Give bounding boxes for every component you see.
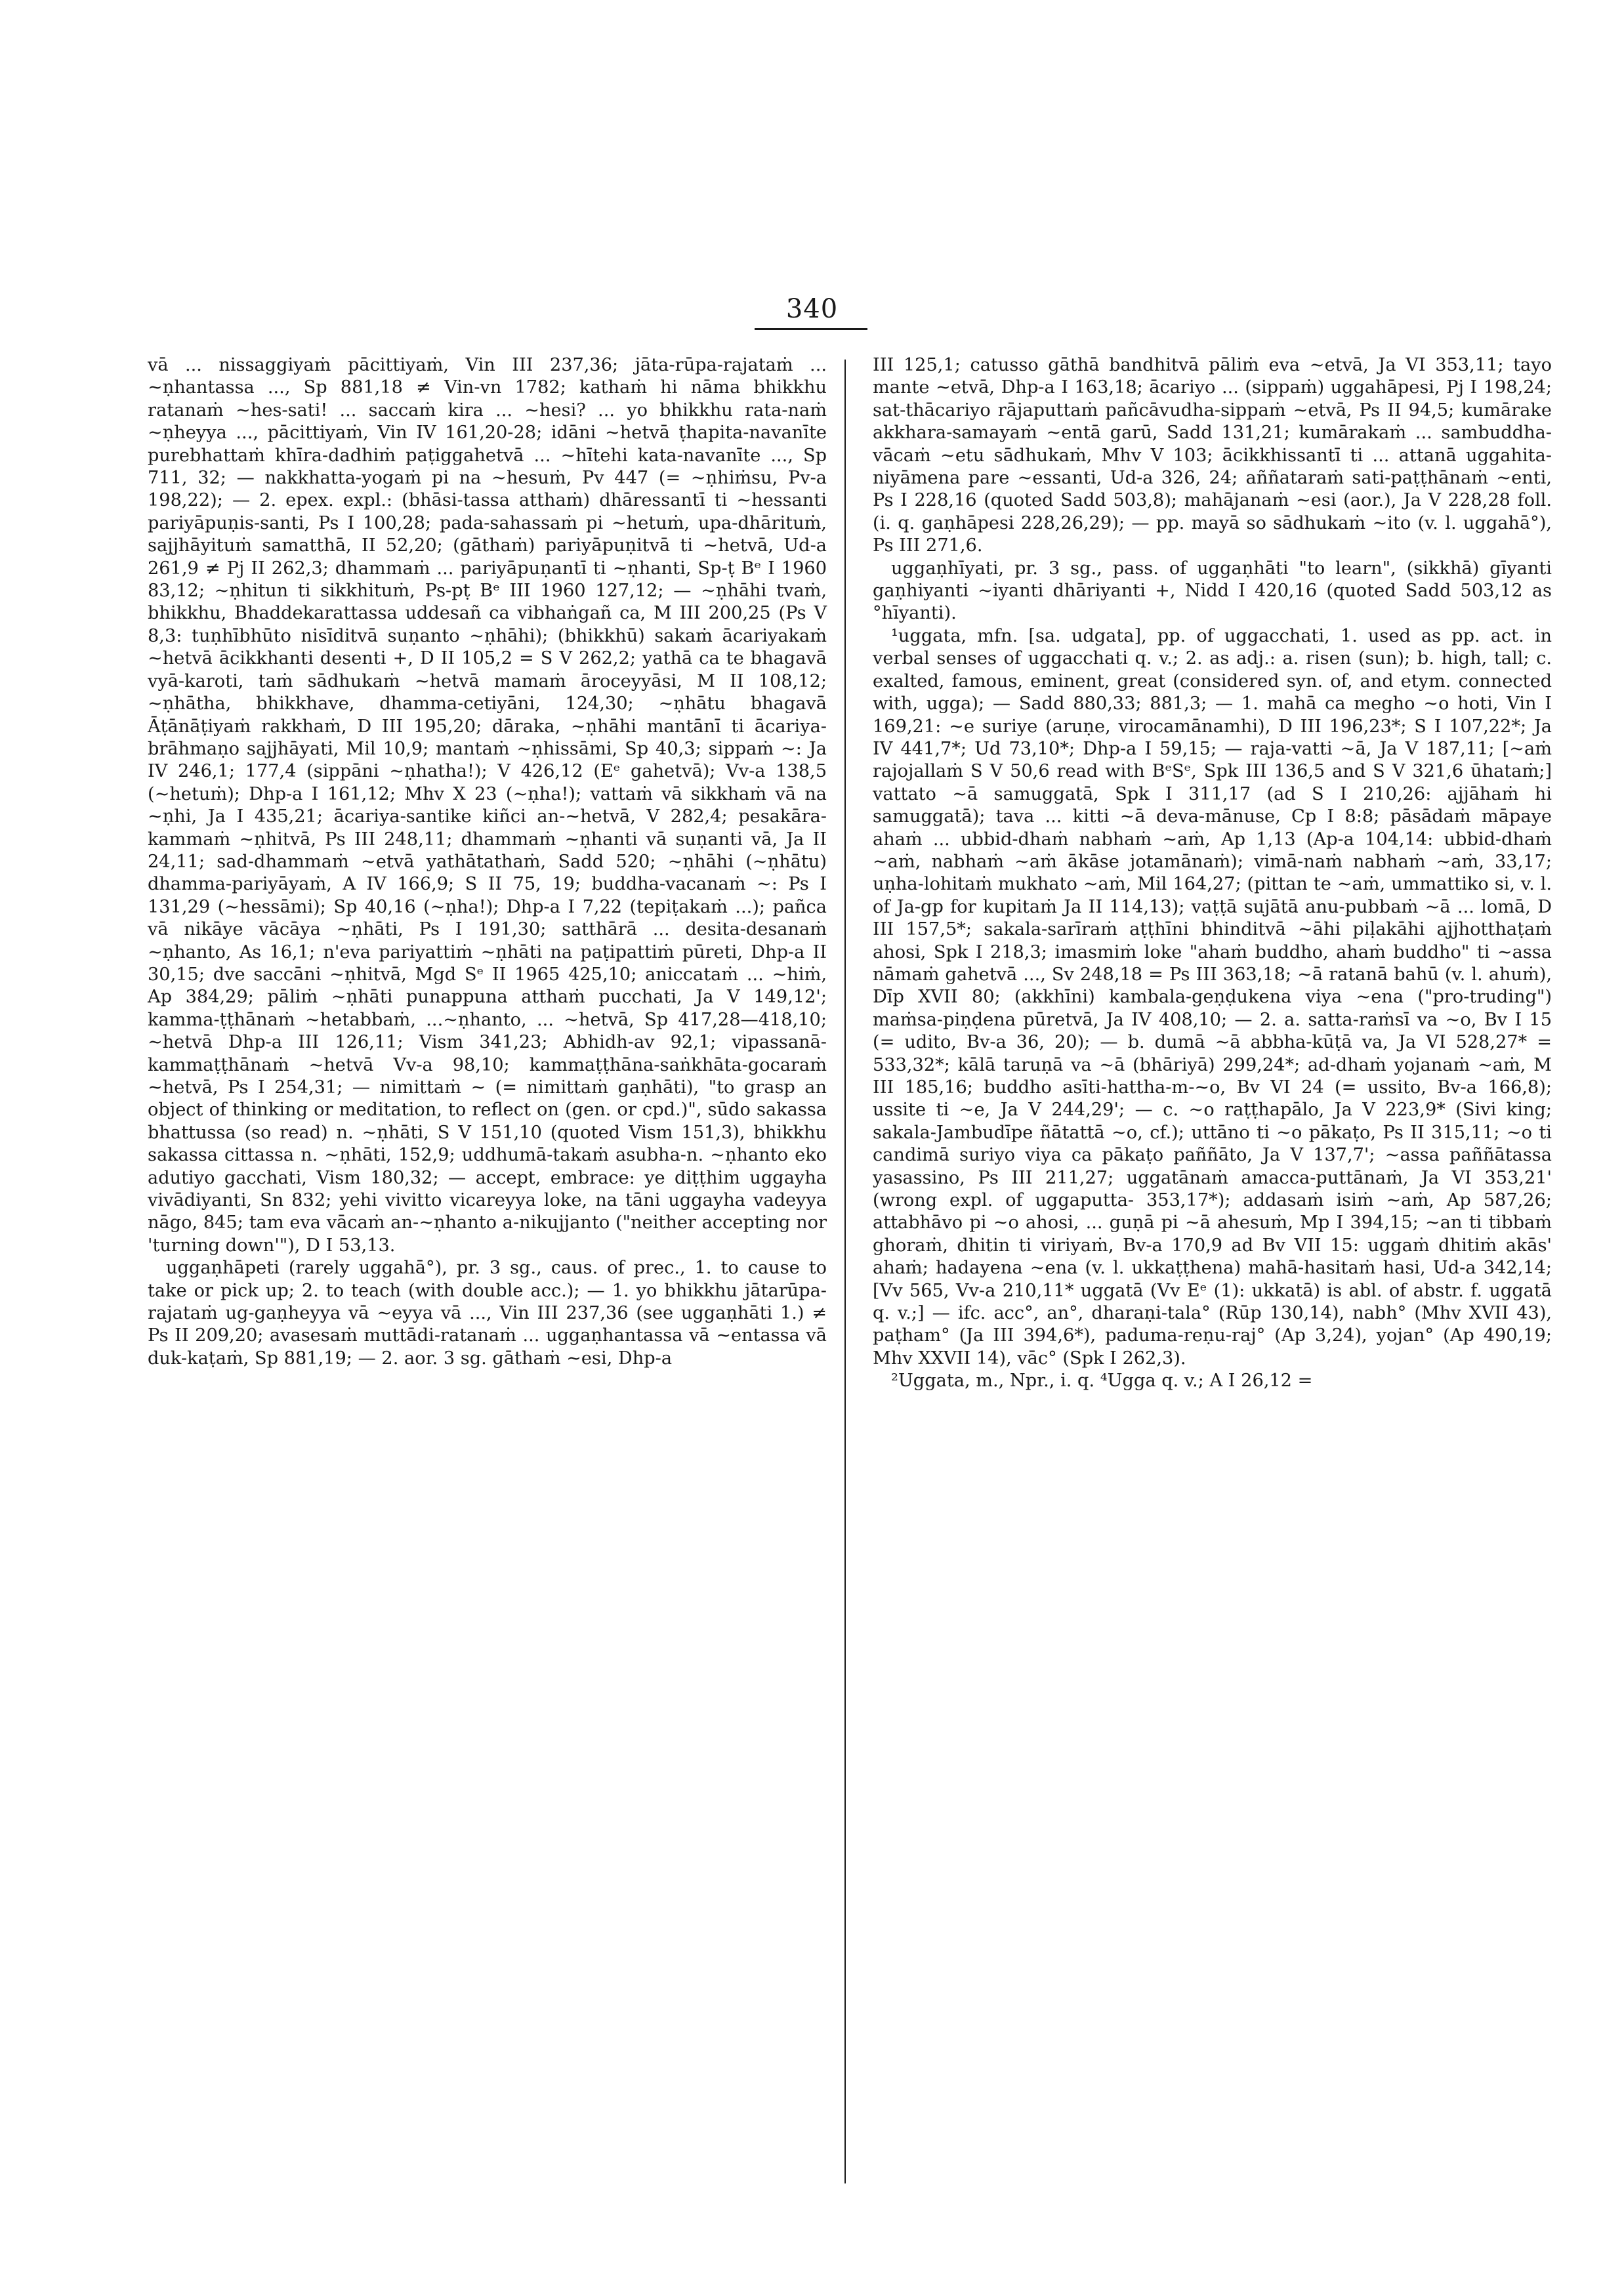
entry-uggaṇhāpeti: uggaṇhāpeti (rarely uggahā°), pr. 3 sg., caus. of prec., 1. to cause to take or pick up; 2. to teach (with double acc.); — 1. yo bhikkhu jātarūpa-rajataṁ ug-gaṇheyya vā ~eyya vā ..., Vin III 237,36 (see uggaṇhāti 1.) ≠ Ps II 209,20; avasesaṁ muttādi-ratanaṁ ... uggaṇhantassa vā ~entassa vā duk-kaṭaṁ, Sp 881,19; — 2. aor. 3 sg. gāthaṁ ~esi, Dhp-a (148, 1258, 827, 1369)
left-column (148, 354, 827, 1370)
page-number: 340 (785, 294, 839, 324)
entry-uggaṇhīyati: uggaṇhīyati, pr. 3 sg., pass. of uggaṇhāti "to learn", (sikkhā) gīyanti gaṇhiyanti ~iyanti dhāriyanti +, Nidd I 420,16 (quoted Sadd 503,12 as °hīyanti). (873, 558, 1552, 624)
entry-text: vā ... nissaggiyaṁ pācittiyaṁ, Vin III 237,36; jāta-rūpa-rajataṁ ... ~ṇhantassa ..., Sp 881,18 ≠ Vin-vn 1782; kathaṁ hi nāma bhikkhu ratanaṁ ~hes-sati! ... saccaṁ kira ... ~hesi? ... yo bhikkhu rata-naṁ ~ṇheyya ..., pācittiyaṁ, Vin IV 161,20-28; idāni ~hetvā ṭhapita-navanīte purebhattaṁ khīra-dadhiṁ paṭiggahetvā ... ~hītehi kata-navanīte ..., Sp 711, 32; — nakkhatta-yogaṁ pi na ~hesuṁ, Pv 447 (= ~ṇhiṁsu, Pv-a 198,22); — 2. epex. expl.: (bhāsi-tassa atthaṁ) dhāressantī ti ~hessanti pariyāpuṇis-santi, Ps I 100,28; pada-sahassaṁ pi ~hetuṁ, upa-dhārituṁ, sajjhāyituṁ samatthā, II 52,20; (gāthaṁ) pariyāpuṇitvā ti ~hetvā, Ud-a 261,9 ≠ Pj II 262,3; dhammaṁ ... pariyāpuṇantī ti ~ṇhanti, Sp-ṭ Bᵉ I 1960 83,12; ~ṇhitun ti sikkhituṁ, Ps-pṭ Bᵉ III 1960 127,12; — ~ṇhāhi tvaṁ, bhikkhu, Bhaddekarattassa uddesañ ca vibhaṅgañ ca, M III 200,25 (Ps V 8,3: tuṇhībhūto nisīditvā suṇanto ~ṇhāhi); (bhikkhū) sakaṁ ācariyakaṁ ~hetvā ācikkhanti desenti +, D II 105,2 = S V 262,2; yathā ca te bhagavā vyā-karoti, taṁ sādhukaṁ ~hetvā mamaṁ āroceyyāsi, M II 108,12; ~ṇhātha, bhikkhave, dhamma-cetiyāni, 124,30; ~ṇhātu bhagavā Āṭānāṭiyaṁ rakkhaṁ, D III 195,20; dāraka, ~ṇhāhi mantānī ti ācariya-brāhmaṇo sajjhāyati, Mil 10,9; mantaṁ ~ṇhissāmi, Sp 40,3; sippaṁ ~: Ja IV 246,1; 177,4 (sippāni ~ṇhatha!); V 426,12 (Eᵉ gahetvā); Vv-a 138,5 (~hetuṁ); Dhp-a I 161,12; Mhv X 23 (~ṇha!); vattaṁ vā sikkhaṁ vā na ~ṇhi, Ja I 435,21; ācariya-santike kiñci an-~hetvā, V 282,4; pesakāra-kammaṁ ~ṇhitvā, Ps III 248,11; dhammaṁ ~ṇhanti vā suṇanti vā, Ja II 24,11; sad-dhammaṁ ~etvā yathātathaṁ, Sadd 520; ~ṇhāhi (~ṇhātu) dhamma-pariyāyaṁ, A IV 166,9; S II 75, 19; buddha-vacanaṁ ~: Ps I 131,29 (~hessāmi); Sp 40,16 (~ṇha!); Dhp-a I 7,22 (tepiṭakaṁ ...); pañca vā nikāye vācāya ~ṇhāti, Ps I 191,30; satthārā ... desita-desanaṁ ~ṇhanto, As 16,1; n'eva pariyattiṁ ~ṇhāti na paṭipattiṁ pūreti, Dhp-a II 30,15; dve saccāni ~ṇhitvā, Mgd Sᵉ II 1965 425,10; aniccataṁ ... ~hiṁ, Ap 384,29; pāliṁ ~ṇhāti punappuna atthaṁ pucchati, Ja V 149,12'; kamma-ṭṭhānaṁ ~hetabbaṁ, ...~ṇhanto, ... ~hetvā, Sp 417,28—418,10; ~hetvā Dhp-a III 126,11; Vism 341,23; Abhidh-av 92,1; vipassanā-kammaṭṭhānaṁ ~hetvā Vv-a 98,10; kammaṭṭhāna-saṅkhāta-gocaraṁ ~hetvā, Ps I 254,31; — nimittaṁ ~ (= nimittaṁ gaṇhāti), "to grasp an object of thinking or meditation, to reflect on (gen. or cpd.)", sūdo sakassa bhattussa (so read) n. ~ṇhāti, S V 151,10 (quoted Vism 151,3), bhikkhu sakassa cittassa n. ~ṇhāti, 152,9; uddhumā-takaṁ asubha-n. ~ṇhanto eko adutiyo gacchati, Vism 180,32; — accept, embrace: ye diṭṭhim uggayha vivādiyanti, Sn 832; yehi vivitto vicareyya loke, na tāni uggayha vadeyya nāgo, 845; tam eva vācaṁ an-~ṇhanto a-nikujjanto ("neither accepting nor 'turning down'"), D I 53,13. (148, 355, 827, 1256)
column-divider (844, 360, 846, 2183)
right-column (873, 354, 1552, 1393)
entry-uggata-1: ¹uggata, mfn. [sa. udgata], pp. of uggacchati, 1. used as pp. act. in verbal senses of uggacchati q. v.; 2. as adj.: a. risen (sun); b. high, tall; c. exalted, famous, eminent, great (considered syn. of, and etym. connected with, ugga); — Sadd 880,33; 881,3; — 1. mahā ca megho ~o hoti, Vin I 169,21: ~e suriye (aruṇe, virocamānamhi), D III 196,23*; S I 107,22*; Ja IV 441,7*; Ud 73,10*; Dhp-a I 59,15; — raja-vatti ~ā, Ja V 187,11; [~aṁ rajojallaṁ S V 50,6 read with BᵉSᵉ, Spk III 136,5 and S V 321,6 ūhataṁ;] vattato ~ā samuggatā, Spk I 311,17 (ad S I 210,26: ajjāhaṁ hi samuggatā); tava ... kitti ~ā deva-mānuse, Cp I 8:8; pāsādaṁ māpaye ahaṁ ... ubbid-dhaṁ nabhaṁ ~aṁ, Ap 1,13 (Ap-a 104,14: ubbid-dhaṁ ~aṁ, nabhaṁ ~aṁ ākāse jotamānaṁ); vimā-naṁ nabhaṁ ~aṁ, 33,17; uṇha-lohitaṁ mukhato ~aṁ, Mil 164,27; (pittan te ~aṁ, ummattiko si, v. l. of Ja-gp for kupitaṁ Ja II 114,13); vaṭṭā sujātā anu-pubbaṁ ~ā ... lomā, D III 157,5*; sakala-sarīraṁ aṭṭhīni bhinditvā ~āhi piḷakāhi ajjhotthaṭaṁ ahosi, Spk I 218,3; imasmiṁ loke "ahaṁ buddho, ahaṁ buddho" ti ~assa nāmaṁ gahetvā ..., Sv 248,18 = Ps III 363,18; ~ā ratanā bahū (v. l. ahuṁ), Dīp XVII 80; (akkhīni) kambala-geṇḍukena viya ~ena ("pro-truding") maṁsa-piṇḍena pūretvā, Ja IV 408,10; — 2. a. satta-raṁsī va ~o, Bv I 15 (= udito, Bv-a 36, 20); — b. dumā ~ā abbha-kūṭā va, Ja VI 528,27* = 533,32*; kālā taruṇā va ~ā (bhāriyā) 299,24*; ad-dhaṁ yojanaṁ ~aṁ, M III 185,16; buddho asīti-hattha-m-~o, Bv VI 24 (= ussito, Bv-a 166,8); ussite ti ~e, Ja V 244,29'; — c. ~o raṭṭhapālo, Ja V 223,9* (Sivi king; sakala-Jambudīpe ñātattā ~o, cf.); uttāno ti ~o pākaṭo, Ps II 315,11; ~o ti candimā suriyo viya ca pākaṭo paññāto, Ja V 137,7'; ~assa paññātassa yasassino, Ps III 211,27; uggatānaṁ amacca-puttānaṁ, Ja VI 353,21' (wrong expl. of uggaputta- 353,17*); addasaṁ isiṁ ~aṁ, Ap 587,26; attabhāvo pi ~o ahosi, ... guṇā pi ~ā ahesuṁ, Mp I 394,15; ~an ti tibbaṁ ghoraṁ, dhitin ti viriyaṁ, Bv-a 170,9 ad Bv VII 15: uggaṁ dhitiṁ akās' ahaṁ; hadayena ~ena (v. l. ukkaṭṭhena) mahā-hasitaṁ hasi, Ud-a 342,14; [Vv 565, Vv-a 210,11* uggatā (Vv Eᵉ (1): ukkatā) is abl. of abstr. f. uggatā q. v.;] — ifc. acc°, an°, dharaṇi-tala° (Rūp 130,14), nabh° (Mhv XVII 43), paṭham° (Ja III 394,6*), paduma-reṇu-raj° (Ap 3,24), yojan° (Ap 490,19; Mhv XXVII 14), vāc° (Spk I 262,3). (873, 625, 1552, 1369)
entry-uggata-2: ²Uggata, m., Npr., i. q. ⁴Ugga q. v.; A I 26,12 = (891, 1371, 1313, 1392)
header-rule (755, 328, 867, 330)
entry-text-continued: III 125,1; catusso gāthā bandhitvā pāliṁ eva ~etvā, Ja VI 353,11; tayo mante ~etvā, Dhp-a I 163,18; ācariyo ... (sippaṁ) uggahāpesi, Pj I 198,24; sat-thācariyo rājaputtaṁ pañcāvudha-sippaṁ ~etvā, Ps II 94,5; kumārake akkhara-samayaṁ ~entā garū, Sadd 131,21; kumārakaṁ ... sambuddha-vācaṁ ~etu sādhukaṁ, Mhv V 103; ācikkhissantī ti ... attanā uggahita-niyāmena pare ~essanti, Ud-a 326, 24; aññataraṁ sati-paṭṭhānaṁ ~enti, Ps I 228,16 (quoted Sadd 503,8); mahājanaṁ ~esi (aor.), Ja V 228,28 foll. (i. q. gaṇhāpesi 228,26,29); — pp. mayā so sādhukaṁ ~ito (v. l. uggahā°), Ps III 271,6. (873, 355, 1552, 556)
